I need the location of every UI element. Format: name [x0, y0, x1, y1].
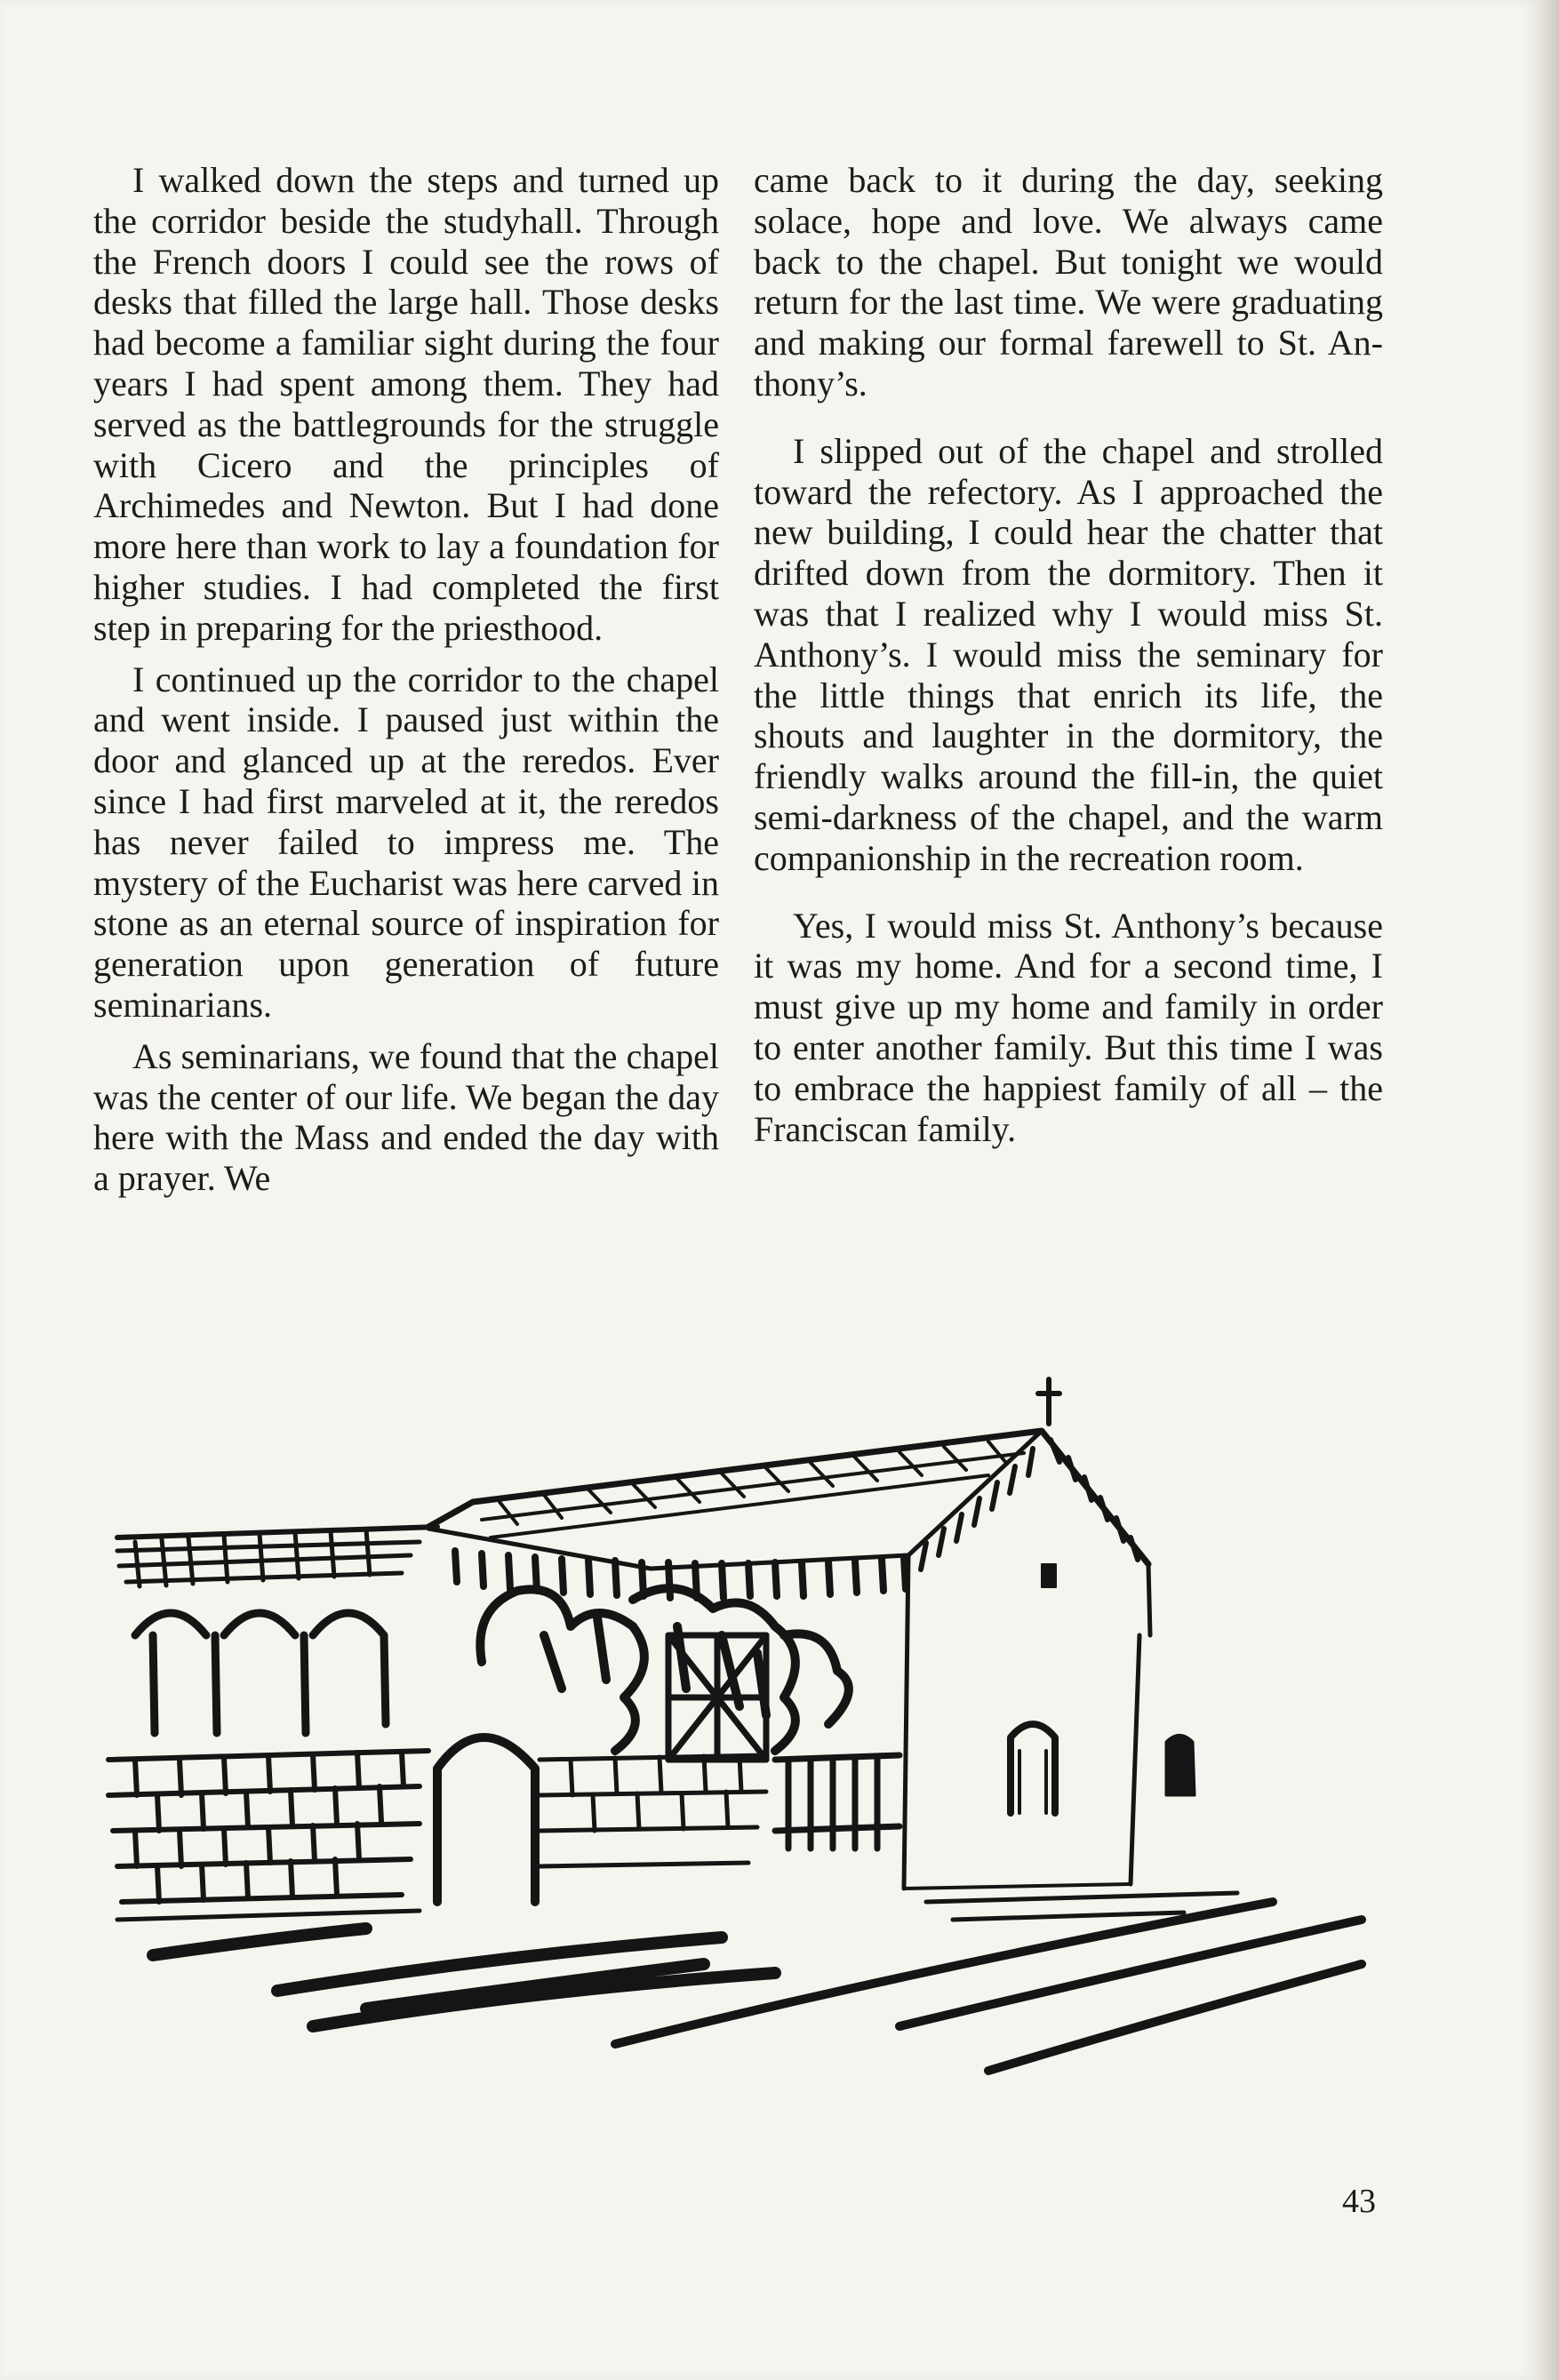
right-paragraph-2: I slipped out of the chapel and strolled toward the refectory. As I approached the new building, I could hear the chatter that drifted down from the dormitory. Then it was that I realized why I would miss St. Anthony’s. I would miss the seminary for the little things that enrich its life, the shouts and laughter in the dormitory, the friendly walks around the fill-in, the quiet semi-darkness of the chapel, and the warm companionship in the recreation room. — [754, 430, 1383, 878]
page-edge — [1538, 0, 1559, 2380]
mission-chapel-illustration — [100, 1369, 1397, 2097]
page-number: 43 — [1342, 2183, 1376, 2220]
left-paragraph-3: As seminarians, we found that the chapel was the center of our life. We began the day here with the Mass and ended the day with a prayer. We — [93, 1035, 719, 1199]
right-text-column — [754, 160, 1383, 1160]
right-paragraph-1: came back to it during the day, seeking solace, hope and love. We always came back to the chapel. But tonight we would return for the last time. We were graduating and making our formal farewell to St. Anthony’s. — [754, 160, 1383, 403]
left-paragraph-1: I walked down the steps and turned up the corridor beside the studyhall. Through the French doors I could see the rows of desks that filled the large hall. Those desks had become a familiar sight during the four years I had spent among them. They had served as the battlegrounds for the struggle with Cicero and the principles of Archimedes and Newton. But I had done more here than work to lay a foundation for higher studies. I had completed the first step in preparing for the priesthood. — [93, 160, 719, 648]
left-text-column — [93, 160, 719, 1210]
right-paragraph-3: Yes, I would miss St. Anthony’s because it was my home. And for a second time, I must give up my home and family in order to enter another family. But this time I was to embrace the happiest family of all – the Franciscan family. — [754, 905, 1383, 1149]
left-paragraph-2: I continued up the corridor to the chapel and went inside. I paused just within the door and glanced up at the reredos. Ever since I had first marveled at it, the reredos has never failed to impress me. The mystery of the Eucharist was here carved in stone as an eternal source of inspiration for generation upon generation of future seminarians. — [93, 659, 719, 1025]
